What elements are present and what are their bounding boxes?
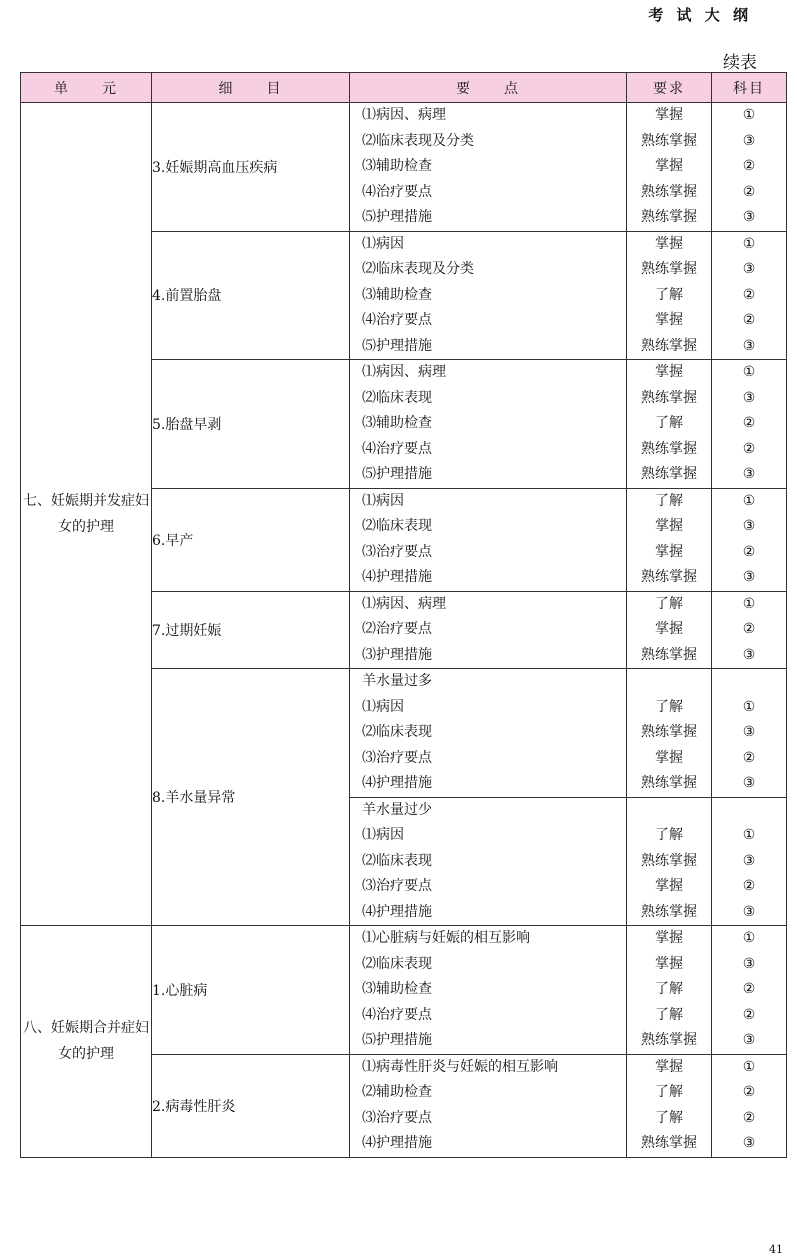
point-line: ⑸护理措施 xyxy=(362,466,432,482)
requirement-line xyxy=(627,798,711,824)
point-line: ⑷治疗要点 xyxy=(362,1006,432,1023)
item-cell: 2.病毒性肝炎 xyxy=(152,1054,350,1157)
table-row xyxy=(21,103,787,232)
subject-line xyxy=(712,669,786,695)
subject-line: ③ xyxy=(742,1135,756,1151)
subject-line: ③ xyxy=(742,955,756,972)
subject-line: ① xyxy=(742,595,756,612)
point-line: ⑶辅助检查 xyxy=(362,415,432,431)
requirement-line: 熟练掌握 xyxy=(641,183,697,200)
requirement-line: 了解 xyxy=(655,1084,683,1100)
running-header-title: 考 试 大 纲 xyxy=(648,6,752,24)
point-line: ⑴病因 xyxy=(362,698,404,715)
point-line: ⑵临床表现 xyxy=(362,724,432,740)
points-cell xyxy=(350,1054,627,1157)
point-line: ⑷护理措施 xyxy=(362,775,432,791)
points-cell xyxy=(350,103,627,232)
requirement-line: 掌握 xyxy=(655,235,683,252)
requirement-line: 了解 xyxy=(655,981,683,997)
requirements-cell xyxy=(627,797,712,926)
requirement-line: 掌握 xyxy=(655,158,683,174)
point-line: ⑸护理措施 xyxy=(362,209,432,225)
requirement-line: 掌握 xyxy=(655,364,683,380)
requirement-line: 熟练掌握 xyxy=(641,209,697,225)
subject-line: ② xyxy=(742,878,756,894)
point-line: ⑵临床表现 xyxy=(362,389,432,406)
point-line: ⑴病因 xyxy=(362,492,404,509)
subject-line: ③ xyxy=(742,569,756,585)
item-cell: 5.胎盘早剥 xyxy=(152,360,350,489)
subjects-cell xyxy=(712,1054,787,1157)
subject-line: ① xyxy=(742,698,756,715)
requirement-line: 掌握 xyxy=(655,621,683,637)
requirement-line: 了解 xyxy=(655,286,683,303)
point-line: ⑴病因、病理 xyxy=(362,107,446,123)
requirement-line: 熟练掌握 xyxy=(641,1032,697,1048)
requirement-line xyxy=(627,669,711,695)
requirements-cell xyxy=(627,103,712,232)
header-unit: 单 元 xyxy=(21,73,152,103)
requirement-line: 熟练掌握 xyxy=(641,466,697,482)
point-line: ⑵临床表现 xyxy=(362,955,432,972)
point-line: ⑴病因 xyxy=(362,827,404,843)
subjects-cell xyxy=(712,797,787,926)
points-cell xyxy=(350,488,627,591)
unit-cell: 七、妊娠期并发症妇女的护理 xyxy=(21,103,152,926)
point-line: ⑵临床表现 xyxy=(362,852,432,869)
subject-line: ③ xyxy=(742,466,756,482)
point-line: ⑷护理措施 xyxy=(362,903,432,920)
point-line: ⑶治疗要点 xyxy=(362,878,432,894)
point-line: ⑶辅助检查 xyxy=(362,158,432,174)
subjects-cell xyxy=(712,926,787,1055)
point-line: ⑶治疗要点 xyxy=(362,749,432,766)
point-line: ⑶护理措施 xyxy=(362,646,432,663)
syllabus-table xyxy=(20,72,787,1158)
subject-line: ③ xyxy=(742,337,756,354)
continued-table-label: 续表 xyxy=(723,53,757,73)
subject-line: ② xyxy=(742,1109,756,1126)
requirement-line: 熟练掌握 xyxy=(641,440,697,457)
point-line: ⑷治疗要点 xyxy=(362,312,432,328)
item-cell: 8.羊水量异常 xyxy=(152,669,350,926)
subject-line: ② xyxy=(742,749,756,766)
point-line: ⑵临床表现及分类 xyxy=(362,132,474,149)
point-line: ⑵临床表现及分类 xyxy=(362,261,474,277)
requirement-line: 掌握 xyxy=(655,955,683,972)
subject-line: ② xyxy=(742,415,756,431)
requirement-line: 了解 xyxy=(655,827,683,843)
subject-line: ③ xyxy=(742,724,756,740)
requirement-line: 掌握 xyxy=(655,312,683,328)
subject-line: ③ xyxy=(742,852,756,869)
subject-line: ② xyxy=(742,543,756,560)
subject-line: ② xyxy=(742,286,756,303)
subjects-cell xyxy=(712,488,787,591)
requirements-cell xyxy=(627,231,712,360)
requirement-line: 掌握 xyxy=(655,749,683,766)
point-line: ⑶辅助检查 xyxy=(362,981,432,997)
requirements-cell xyxy=(627,591,712,669)
requirements-cell xyxy=(627,1054,712,1157)
point-line: ⑵治疗要点 xyxy=(362,621,432,637)
subject-line: ② xyxy=(742,440,756,457)
requirements-cell xyxy=(627,926,712,1055)
subject-line: ② xyxy=(742,312,756,328)
page-number: 41 xyxy=(769,1243,783,1256)
subject-line: ③ xyxy=(742,1032,756,1048)
subject-line: ① xyxy=(742,364,756,380)
header-item: 细 目 xyxy=(152,73,350,103)
header-requirement: 要求 xyxy=(627,73,712,103)
requirement-line: 了解 xyxy=(655,595,683,612)
subject-line: ③ xyxy=(742,132,756,149)
table-row xyxy=(21,926,787,1055)
requirement-line: 熟练掌握 xyxy=(641,775,697,791)
subjects-cell xyxy=(712,360,787,489)
point-line: ⑵临床表现 xyxy=(362,518,432,534)
requirement-line: 熟练掌握 xyxy=(641,1135,697,1151)
requirement-line: 熟练掌握 xyxy=(641,852,697,869)
table-body xyxy=(21,103,787,1158)
requirement-line: 了解 xyxy=(655,492,683,509)
subject-line: ① xyxy=(742,1058,756,1075)
point-line: ⑸护理措施 xyxy=(362,337,432,354)
requirement-line: 熟练掌握 xyxy=(641,903,697,920)
subject-line: ② xyxy=(742,158,756,174)
point-line: ⑴心脏病与妊娠的相互影响 xyxy=(362,930,530,946)
point-line: ⑷治疗要点 xyxy=(362,183,432,200)
point-line: ⑶治疗要点 xyxy=(362,543,432,560)
requirement-line: 掌握 xyxy=(655,930,683,946)
points-cell xyxy=(350,926,627,1055)
requirement-line: 掌握 xyxy=(655,878,683,894)
point-line: ⑷护理措施 xyxy=(362,1135,432,1151)
requirement-line: 熟练掌握 xyxy=(641,724,697,740)
subject-line: ② xyxy=(742,621,756,637)
requirement-line: 掌握 xyxy=(655,107,683,123)
requirement-line: 熟练掌握 xyxy=(641,337,697,354)
subject-line: ② xyxy=(742,1006,756,1023)
item-cell: 1.心脏病 xyxy=(152,926,350,1055)
points-cell xyxy=(350,231,627,360)
subjects-cell xyxy=(712,669,787,798)
requirement-line: 了解 xyxy=(655,415,683,431)
points-cell xyxy=(350,591,627,669)
requirement-line: 了解 xyxy=(655,698,683,715)
point-line: 羊水量过多 xyxy=(362,673,432,689)
subject-line: ① xyxy=(742,107,756,123)
subjects-cell xyxy=(712,231,787,360)
points-cell xyxy=(350,669,627,798)
subject-line: ① xyxy=(742,930,756,946)
subject-line: ③ xyxy=(742,209,756,225)
requirement-line: 掌握 xyxy=(655,543,683,560)
header-point: 要 点 xyxy=(350,73,627,103)
point-line: ⑴病因 xyxy=(362,235,404,252)
subject-line: ① xyxy=(742,492,756,509)
requirement-line: 掌握 xyxy=(655,518,683,534)
subject-line: ① xyxy=(742,827,756,843)
header-subject: 科目 xyxy=(712,73,787,103)
requirement-line: 熟练掌握 xyxy=(641,646,697,663)
point-line: ⑴病因、病理 xyxy=(362,364,446,380)
subject-line: ② xyxy=(742,183,756,200)
point-line: ⑵辅助检查 xyxy=(362,1084,432,1100)
requirements-cell xyxy=(627,669,712,798)
requirement-line: 熟练掌握 xyxy=(641,261,697,277)
point-line: ⑷护理措施 xyxy=(362,569,432,585)
subject-line: ③ xyxy=(742,389,756,406)
item-cell: 6.早产 xyxy=(152,488,350,591)
requirements-cell xyxy=(627,360,712,489)
subject-line: ② xyxy=(742,981,756,997)
requirements-cell xyxy=(627,488,712,591)
requirement-line: 了解 xyxy=(655,1006,683,1023)
unit-cell: 八、妊娠期合并症妇女的护理 xyxy=(21,926,152,1158)
item-cell: 3.妊娠期高血压疾病 xyxy=(152,103,350,232)
requirement-line: 熟练掌握 xyxy=(641,132,697,149)
subject-line xyxy=(712,798,786,824)
table-header-row xyxy=(21,73,787,103)
item-cell: 7.过期妊娠 xyxy=(152,591,350,669)
subjects-cell xyxy=(712,591,787,669)
points-cell xyxy=(350,797,627,926)
points-cell xyxy=(350,360,627,489)
requirement-line: 掌握 xyxy=(655,1058,683,1075)
subject-line: ③ xyxy=(742,261,756,277)
subject-line: ① xyxy=(742,235,756,252)
subjects-cell xyxy=(712,103,787,232)
point-line: ⑶辅助检查 xyxy=(362,286,432,303)
point-line: ⑶治疗要点 xyxy=(362,1109,432,1126)
requirement-line: 了解 xyxy=(655,1109,683,1126)
subject-line: ③ xyxy=(742,903,756,920)
item-cell: 4.前置胎盘 xyxy=(152,231,350,360)
subject-line: ③ xyxy=(742,646,756,663)
point-line: ⑴病毒性肝炎与妊娠的相互影响 xyxy=(362,1058,558,1075)
requirement-line: 熟练掌握 xyxy=(641,389,697,406)
subject-line: ③ xyxy=(742,518,756,534)
subject-line: ③ xyxy=(742,775,756,791)
point-line: ⑸护理措施 xyxy=(362,1032,432,1048)
requirement-line: 熟练掌握 xyxy=(641,569,697,585)
point-line: 羊水量过少 xyxy=(362,801,432,818)
point-line: ⑴病因、病理 xyxy=(362,595,446,612)
subject-line: ② xyxy=(742,1084,756,1100)
point-line: ⑷治疗要点 xyxy=(362,440,432,457)
